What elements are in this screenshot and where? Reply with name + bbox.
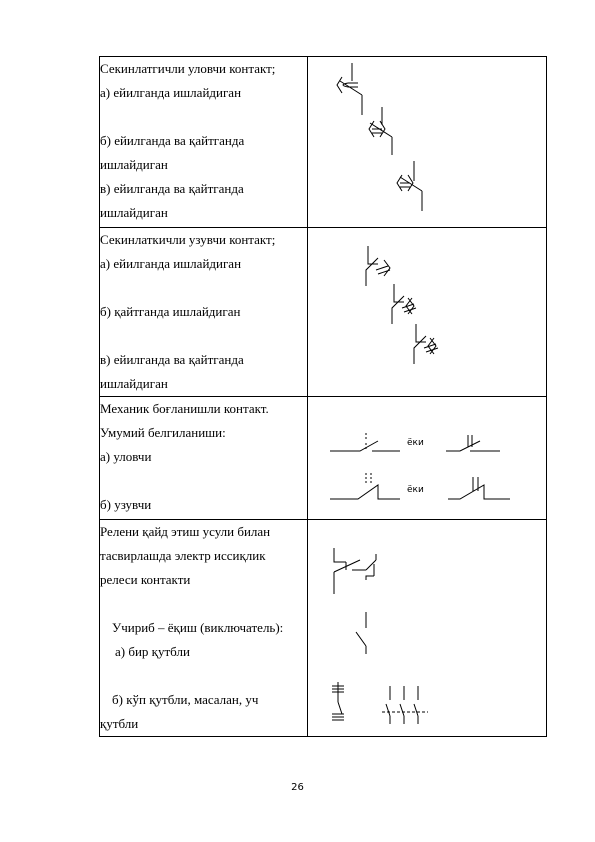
delay-make-contact-c-symbol <box>397 161 422 211</box>
mechanical-make-contact-alt-symbol <box>446 435 500 451</box>
row-text-line: қутбли <box>100 716 139 731</box>
row-text-line: а) бир қутбли <box>115 644 190 659</box>
row-text-line <box>100 664 307 688</box>
row-symbols <box>308 397 547 520</box>
symbols-table <box>99 56 547 737</box>
row-text-line: ишлайдиган <box>100 157 168 172</box>
three-pole-switch-symbol <box>332 682 428 724</box>
row-text-line <box>100 276 307 300</box>
page-number: 26 <box>291 782 304 793</box>
row-text-line: б) кўп қутбли, масалан, уч <box>112 692 259 707</box>
delay-break-contact-b-symbol <box>392 284 416 324</box>
mechanical-make-contact-symbol <box>330 433 400 451</box>
row-description <box>100 57 308 228</box>
row-symbols <box>308 228 547 397</box>
row-symbols <box>308 57 547 228</box>
table-row <box>100 397 547 520</box>
table-row <box>100 228 547 397</box>
delay-make-contact-a-symbol <box>337 63 362 115</box>
row-text-line <box>100 324 307 348</box>
or-label: ёки <box>407 485 424 495</box>
delay-break-contact-c-symbol <box>414 324 438 364</box>
row-text-line: ишлайдиган <box>100 205 168 220</box>
row-text-line: б) узувчи <box>100 497 152 512</box>
mechanical-break-contact-symbol <box>330 473 400 499</box>
row-title: Секинлаткичли узувчи контакт; <box>100 232 276 247</box>
row-description <box>100 520 308 737</box>
delay-break-contact-a-symbol <box>366 246 390 286</box>
row-text-line: а) ейилганда ишлайдиган <box>100 85 242 100</box>
row-text-line <box>100 592 307 616</box>
thermal-relay-contact-symbol <box>334 548 376 594</box>
row-text-line: Умумий белгиланиши: <box>100 425 226 440</box>
row-text-line: Учириб – ёқиш (виключатель): <box>112 620 284 635</box>
row-text-line <box>100 469 307 493</box>
row-text-line <box>100 105 307 129</box>
time-delay-break-contact-symbols <box>308 228 546 396</box>
row-symbols <box>308 520 547 737</box>
row-title: Механик боғланишли контакт. <box>100 401 269 416</box>
row-description <box>100 397 308 520</box>
mechanical-link-contact-symbols <box>308 397 546 519</box>
row-text-line: в) ейилганда ва қайтганда <box>100 181 244 196</box>
row-text-line: б) ейилганда ва қайтганда <box>100 133 245 148</box>
table-row <box>100 520 547 737</box>
row-text-line: тасвирлашда электр иссиқлик <box>100 548 266 563</box>
row-title: Релени қайд этиш усули билан <box>100 524 271 539</box>
row-description <box>100 228 308 397</box>
time-delay-make-contact-symbols <box>308 57 546 227</box>
row-text-line: в) ейилганда ва қайтганда <box>100 352 244 367</box>
row-text-line: релеси контакти <box>100 572 191 587</box>
row-text-line: б) қайтганда ишлайдиган <box>100 304 241 319</box>
row-title: Секинлатгичли уловчи контакт; <box>100 61 276 76</box>
row-text-line: ишлайдиган <box>100 376 168 391</box>
row-text-line: а) уловчи <box>100 449 152 464</box>
mechanical-break-contact-alt-symbol <box>448 477 510 499</box>
or-label: ёки <box>407 438 424 448</box>
row-text-line: а) ейилганда ишлайдиган <box>100 256 242 271</box>
single-pole-switch-symbol <box>356 612 366 654</box>
delay-make-contact-b-symbol <box>369 107 392 155</box>
table-row <box>100 57 547 228</box>
relay-and-switch-symbols <box>308 520 546 734</box>
